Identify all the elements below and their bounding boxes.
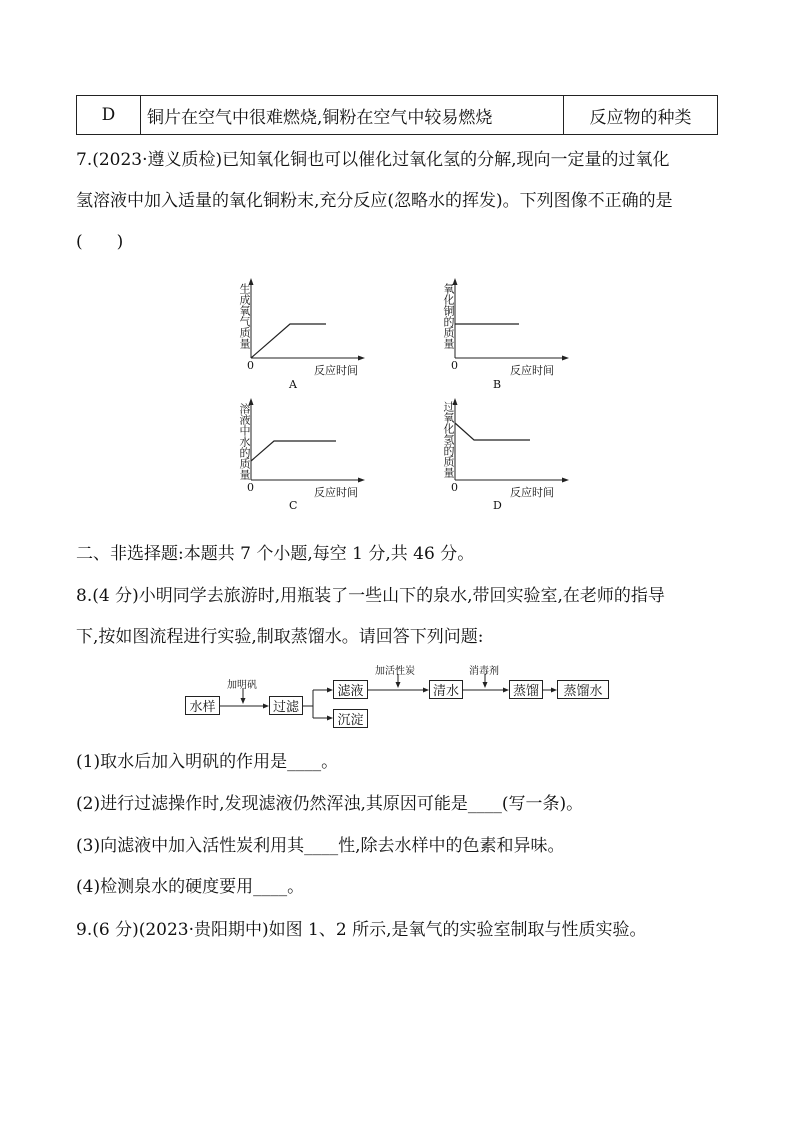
chart-b-xlabel: 反应时间 [510,364,554,377]
flow-label-alum: 加明矾 [227,680,257,691]
chart-d-xlabel: 反应时间 [510,486,554,499]
section-heading: 二、非选择题:本题共 7 个小题,每空 1 分,共 46 分。 [76,544,475,564]
chart-a-ylabel: 生成氧气质量 [238,283,251,349]
chart-c-ylabel: 溶液中水的质量 [238,403,251,480]
chart-d-ylabel: 过氧化氢的质量 [442,401,455,478]
chart-a-origin: 0 [247,359,254,372]
flow-precipitate: 沉淀 [333,709,368,728]
q9-line1: 9.(6 分)(2023·贵阳期中)如图 1、2 所示,是氧气的实验室制取与性质实验。 [76,920,647,940]
flow-water-sample: 水样 [185,696,220,715]
flow-distill: 蒸馏 [509,680,543,699]
q7-line1: 7.(2023·遵义质检)已知氧化铜也可以催化过氧化氢的分解,现向一定量的过氧化 [76,150,670,170]
chart-b [434,278,574,393]
answer-table-row [76,95,718,135]
chart-c-xlabel: 反应时间 [314,486,358,499]
chart-a-letter: A [289,378,297,391]
chart-b-origin: 0 [451,359,458,372]
chart-d-origin: 0 [451,481,458,494]
factor-cell: 反应物的种类 [589,107,692,128]
chart-c [230,398,370,513]
chart-a [230,278,370,393]
chart-c-letter: C [289,499,298,512]
q7-line2: 氢溶液中加入适量的氧化铜粉末,充分反应(忽略水的挥发)。下列图像不正确的是 [76,191,673,211]
flow-label-disinfectant: 消毒剂 [469,666,499,677]
flow-filter: 过滤 [269,696,303,715]
q7-answer-bracket: ( ) [76,232,124,252]
flow-filtrate: 滤液 [333,680,368,699]
q8-sub4: (4)检测泉水的硬度要用____。 [76,877,305,897]
chart-d [434,398,574,513]
chart-b-ylabel: 氧化铜的质量 [442,283,455,349]
curve [251,324,326,358]
option-cell: D [77,96,141,134]
q8-sub2: (2)进行过滤操作时,发现滤液仍然浑浊,其原因可能是____(写一条)。 [76,794,584,814]
flow-label-carbon: 加活性炭 [375,666,415,677]
q8-line1: 8.(4 分)小明同学去旅游时,用瓶装了一些山下的泉水,带回实验室,在老师的指导 [76,586,665,606]
flow-diagram [185,660,615,735]
q8-sub3: (3)向滤液中加入活性炭利用其____性,除去水样中的色素和异味。 [76,836,565,856]
flow-clear-water: 清水 [429,680,463,699]
x-arrow [358,356,365,361]
chart-d-letter: D [493,499,502,512]
chart-b-letter: B [493,378,502,391]
curve [455,423,530,440]
q8-line2: 下,按如图流程进行实验,制取蒸馏水。请回答下列问题: [76,627,484,647]
curve [251,441,336,461]
chart-a-xlabel: 反应时间 [314,364,358,377]
phenomenon-cell: 铜片在空气中很难燃烧,铜粉在空气中较易燃烧 [141,96,564,134]
q8-sub1: (1)取水后加入明矾的作用是____。 [76,752,339,772]
chart-c-origin: 0 [247,481,254,494]
flow-distilled-water: 蒸馏水 [557,680,609,699]
